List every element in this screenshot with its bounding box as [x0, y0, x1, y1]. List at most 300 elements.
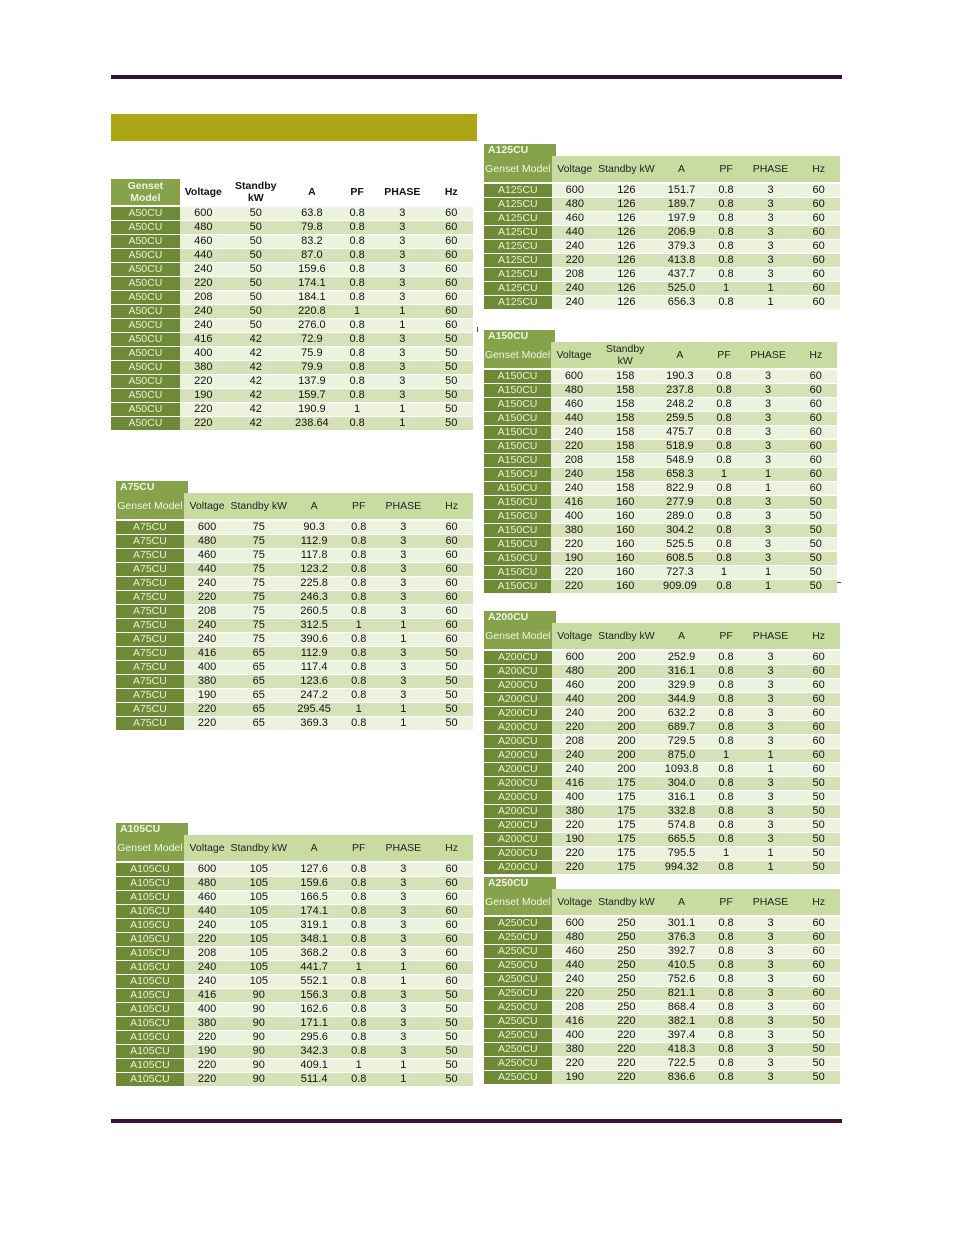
value-cell: 440: [552, 693, 598, 707]
value-cell: 200: [598, 693, 655, 707]
model-cell: A200CU: [484, 721, 552, 735]
value-cell: 50: [430, 1059, 473, 1073]
value-cell: 0.8: [708, 1029, 744, 1043]
value-cell: 0.8: [341, 563, 377, 577]
column-header: A: [655, 889, 708, 916]
column-header: A: [655, 156, 708, 183]
genset-table-a125cu: [484, 144, 840, 310]
value-cell: 171.1: [287, 1017, 341, 1031]
bottom-rule: [111, 1119, 842, 1123]
table-row: [484, 1043, 840, 1057]
value-cell: 0.8: [708, 296, 744, 310]
value-cell: 220: [184, 1059, 230, 1073]
value-cell: 0.8: [708, 650, 744, 665]
model-cell: A125CU: [484, 183, 552, 198]
value-cell: 0.8: [708, 1057, 744, 1071]
value-cell: 60: [797, 268, 840, 282]
value-cell: 1: [341, 619, 377, 633]
value-cell: 158: [597, 384, 653, 398]
value-cell: 127.6: [287, 862, 341, 877]
value-cell: 437.7: [655, 268, 708, 282]
column-header: Hz: [797, 623, 840, 650]
model-cell: A200CU: [484, 833, 552, 847]
value-cell: 63.8: [285, 206, 339, 221]
value-cell: 240: [184, 919, 230, 933]
value-cell: 440: [551, 412, 597, 426]
value-cell: 416: [180, 333, 227, 347]
column-header: Hz: [797, 156, 840, 183]
value-cell: 50: [795, 496, 837, 510]
column-header: Voltage: [184, 493, 230, 520]
value-cell: 60: [797, 296, 840, 310]
value-cell: 1: [377, 1073, 431, 1087]
value-cell: 190: [184, 1045, 230, 1059]
value-cell: 60: [430, 605, 473, 619]
table-row: [484, 945, 840, 959]
column-header: Voltage: [552, 156, 598, 183]
value-cell: 250: [598, 987, 655, 1001]
value-cell: 658.3: [653, 468, 706, 482]
value-cell: 369.3: [287, 717, 341, 731]
value-cell: 250: [598, 931, 655, 945]
model-cell: A105CU: [116, 862, 184, 877]
value-cell: 1: [377, 1059, 431, 1073]
table-row: [484, 1015, 840, 1029]
value-cell: 50: [795, 566, 837, 580]
value-cell: 0.8: [341, 549, 377, 563]
column-header: PF: [339, 179, 375, 206]
table-row: [116, 633, 473, 647]
value-cell: 3: [375, 235, 429, 249]
model-cell: A75CU: [116, 675, 184, 689]
value-cell: 3: [375, 333, 429, 347]
value-cell: 0.8: [341, 891, 377, 905]
table-row: [116, 591, 473, 605]
value-cell: 3: [744, 707, 797, 721]
value-cell: 50: [227, 263, 285, 277]
value-cell: 50: [430, 647, 473, 661]
table-row: [484, 426, 837, 440]
value-cell: 0.8: [341, 877, 377, 891]
value-cell: 440: [184, 905, 230, 919]
value-cell: 511.4: [287, 1073, 341, 1087]
value-cell: 220: [551, 538, 597, 552]
table-row: [484, 282, 840, 296]
table-row: [484, 987, 840, 1001]
model-cell: A75CU: [116, 591, 184, 605]
table-row: [484, 240, 840, 254]
value-cell: 304.2: [653, 524, 706, 538]
value-cell: 1: [744, 282, 797, 296]
value-cell: 220: [598, 1071, 655, 1085]
table-row: [484, 454, 837, 468]
value-cell: 3: [742, 412, 795, 426]
value-cell: 608.5: [653, 552, 706, 566]
value-cell: 600: [180, 206, 227, 221]
value-cell: 413.8: [655, 254, 708, 268]
value-cell: 3: [377, 919, 431, 933]
value-cell: 3: [744, 959, 797, 973]
value-cell: 50: [795, 538, 837, 552]
header-row: [116, 835, 473, 862]
column-header: Hz: [795, 342, 837, 369]
value-cell: 475.7: [653, 426, 706, 440]
value-cell: 240: [184, 961, 230, 975]
spec-table: [484, 156, 840, 310]
model-cell: A150CU: [484, 482, 551, 496]
value-cell: 416: [551, 496, 597, 510]
value-cell: 0.8: [339, 277, 375, 291]
column-header: A: [285, 179, 339, 206]
genset-table-a105cu: [116, 823, 473, 1087]
table-row: [484, 384, 837, 398]
table-row: [484, 1001, 840, 1015]
table-row: [111, 263, 473, 277]
value-cell: 400: [184, 1003, 230, 1017]
model-cell: A75CU: [116, 647, 184, 661]
value-cell: 0.8: [339, 263, 375, 277]
value-cell: 42: [227, 375, 285, 389]
column-header: Voltage: [551, 342, 597, 369]
value-cell: 126: [598, 240, 655, 254]
value-cell: 126: [598, 212, 655, 226]
model-cell: A200CU: [484, 665, 552, 679]
value-cell: 208: [552, 268, 598, 282]
model-cell: A50CU: [111, 319, 180, 333]
value-cell: 105: [230, 961, 287, 975]
value-cell: 392.7: [655, 945, 708, 959]
value-cell: 1: [377, 975, 431, 989]
value-cell: 250: [598, 959, 655, 973]
model-cell: A200CU: [484, 791, 552, 805]
value-cell: 316.1: [655, 665, 708, 679]
value-cell: 50: [430, 361, 474, 375]
value-cell: 380: [551, 524, 597, 538]
value-cell: 60: [430, 591, 473, 605]
value-cell: 3: [744, 240, 797, 254]
value-cell: 75: [230, 520, 287, 535]
value-cell: 480: [552, 665, 598, 679]
model-cell: A150CU: [484, 398, 551, 412]
value-cell: 60: [430, 619, 473, 633]
model-cell: A75CU: [116, 563, 184, 577]
value-cell: 60: [430, 862, 473, 877]
value-cell: 50: [430, 1031, 473, 1045]
value-cell: 50: [430, 703, 473, 717]
value-cell: 3: [744, 254, 797, 268]
genset-table-a50cu: [111, 179, 473, 431]
table-row: [484, 1071, 840, 1085]
table-row: [484, 763, 840, 777]
spec-table: [484, 342, 837, 594]
model-cell: A105CU: [116, 919, 184, 933]
value-cell: 3: [377, 1003, 431, 1017]
model-cell: A50CU: [111, 347, 180, 361]
table-row: [484, 833, 840, 847]
value-cell: 3: [377, 563, 431, 577]
value-cell: 416: [552, 1015, 598, 1029]
table-row: [116, 933, 473, 947]
value-cell: 60: [797, 721, 840, 735]
value-cell: 50: [430, 403, 474, 417]
model-cell: A200CU: [484, 861, 552, 875]
value-cell: 875.0: [655, 749, 708, 763]
value-cell: 50: [430, 333, 474, 347]
value-cell: 160: [597, 510, 653, 524]
value-cell: 75: [230, 577, 287, 591]
model-cell: A250CU: [484, 987, 552, 1001]
value-cell: 250: [598, 973, 655, 987]
value-cell: 60: [430, 975, 473, 989]
value-cell: 0.8: [341, 862, 377, 877]
value-cell: 3: [377, 647, 431, 661]
model-cell: A125CU: [484, 296, 552, 310]
value-cell: 75: [230, 563, 287, 577]
value-cell: 50: [227, 305, 285, 319]
value-cell: 3: [742, 510, 795, 524]
value-cell: 380: [184, 675, 230, 689]
table-row: [111, 417, 473, 431]
table-row: [116, 905, 473, 919]
header-row: [484, 889, 840, 916]
value-cell: 0.8: [339, 249, 375, 263]
value-cell: 240: [180, 263, 227, 277]
table-row: [484, 198, 840, 212]
table-row: [484, 693, 840, 707]
value-cell: 0.8: [339, 417, 375, 431]
value-cell: 60: [795, 482, 837, 496]
value-cell: 208: [184, 605, 230, 619]
value-cell: 220: [552, 819, 598, 833]
header-row: [111, 179, 473, 206]
value-cell: 380: [180, 361, 227, 375]
value-cell: 60: [430, 221, 474, 235]
table-row: [116, 675, 473, 689]
value-cell: 50: [430, 375, 474, 389]
model-cell: A150CU: [484, 538, 551, 552]
value-cell: 822.9: [653, 482, 706, 496]
table-row: [484, 973, 840, 987]
value-cell: 75: [230, 605, 287, 619]
value-cell: 60: [797, 959, 840, 973]
value-cell: 50: [430, 717, 473, 731]
value-cell: 137.9: [285, 375, 339, 389]
column-header: Genset Model: [484, 623, 552, 650]
table-row: [116, 947, 473, 961]
value-cell: 0.8: [341, 905, 377, 919]
value-cell: 158: [597, 426, 653, 440]
value-cell: 158: [597, 482, 653, 496]
value-cell: 79.9: [285, 361, 339, 375]
column-header: Genset Model: [111, 179, 180, 206]
value-cell: 50: [430, 1017, 473, 1031]
value-cell: 50: [430, 1073, 473, 1087]
table-title: A200CU: [484, 611, 556, 623]
column-header: Hz: [430, 835, 473, 862]
value-cell: 60: [797, 749, 840, 763]
value-cell: 160: [597, 566, 653, 580]
model-cell: A150CU: [484, 454, 551, 468]
value-cell: 60: [797, 1001, 840, 1015]
value-cell: 184.1: [285, 291, 339, 305]
value-cell: 158: [597, 468, 653, 482]
value-cell: 220: [184, 1073, 230, 1087]
value-cell: 240: [180, 319, 227, 333]
value-cell: 208: [184, 947, 230, 961]
value-cell: 259.5: [653, 412, 706, 426]
value-cell: 3: [744, 1001, 797, 1015]
column-header: Standby kW: [598, 156, 655, 183]
column-header: Standby kW: [598, 623, 655, 650]
value-cell: 0.8: [708, 183, 744, 198]
value-cell: 220: [598, 1057, 655, 1071]
model-cell: A250CU: [484, 959, 552, 973]
model-cell: A125CU: [484, 198, 552, 212]
genset-table-a200cu: [484, 611, 840, 875]
header-row: [484, 156, 840, 183]
value-cell: 75.9: [285, 347, 339, 361]
value-cell: 126: [598, 254, 655, 268]
value-cell: 65: [230, 647, 287, 661]
value-cell: 3: [375, 389, 429, 403]
value-cell: 0.8: [708, 1043, 744, 1057]
header-row: [484, 342, 837, 369]
value-cell: 0.8: [708, 226, 744, 240]
table-row: [484, 482, 837, 496]
value-cell: 600: [552, 650, 598, 665]
value-cell: 200: [598, 721, 655, 735]
table-row: [484, 819, 840, 833]
model-cell: A50CU: [111, 389, 180, 403]
value-cell: 3: [744, 721, 797, 735]
value-cell: 50: [797, 777, 840, 791]
value-cell: 3: [377, 877, 431, 891]
model-cell: A105CU: [116, 1073, 184, 1087]
value-cell: 50: [797, 1015, 840, 1029]
value-cell: 0.8: [341, 1073, 377, 1087]
value-cell: 3: [377, 535, 431, 549]
value-cell: 0.8: [341, 1045, 377, 1059]
value-cell: 220: [551, 566, 597, 580]
value-cell: 1: [377, 961, 431, 975]
value-cell: 240: [552, 749, 598, 763]
value-cell: 3: [377, 1017, 431, 1031]
model-cell: A105CU: [116, 1059, 184, 1073]
value-cell: 3: [375, 277, 429, 291]
model-cell: A200CU: [484, 749, 552, 763]
value-cell: 3: [744, 665, 797, 679]
value-cell: 0.8: [708, 931, 744, 945]
value-cell: 1: [744, 749, 797, 763]
value-cell: 0.8: [706, 454, 741, 468]
table-row: [484, 468, 837, 482]
value-cell: 3: [742, 369, 795, 384]
table-row: [484, 931, 840, 945]
value-cell: 3: [377, 689, 431, 703]
value-cell: 3: [377, 891, 431, 905]
model-cell: A150CU: [484, 566, 551, 580]
value-cell: 90: [230, 1003, 287, 1017]
model-cell: A105CU: [116, 891, 184, 905]
value-cell: 3: [744, 916, 797, 931]
value-cell: 3: [744, 973, 797, 987]
value-cell: 90.3: [287, 520, 341, 535]
value-cell: 0.8: [341, 947, 377, 961]
spec-table: [111, 179, 473, 431]
value-cell: 60: [430, 933, 473, 947]
table-row: [484, 398, 837, 412]
value-cell: 1: [341, 703, 377, 717]
model-cell: A50CU: [111, 206, 180, 221]
value-cell: 460: [552, 945, 598, 959]
value-cell: 0.8: [708, 959, 744, 973]
column-header: PHASE: [375, 179, 429, 206]
value-cell: 0.8: [708, 198, 744, 212]
value-cell: 0.8: [341, 535, 377, 549]
value-cell: 0.8: [341, 989, 377, 1003]
value-cell: 1: [377, 703, 431, 717]
value-cell: 480: [180, 221, 227, 235]
value-cell: 3: [744, 945, 797, 959]
value-cell: 1: [375, 417, 429, 431]
value-cell: 208: [180, 291, 227, 305]
value-cell: 0.8: [708, 735, 744, 749]
value-cell: 60: [430, 263, 474, 277]
value-cell: 0.8: [341, 1003, 377, 1017]
value-cell: 240: [552, 240, 598, 254]
value-cell: 175: [598, 777, 655, 791]
table-row: [484, 369, 837, 384]
value-cell: 1: [706, 468, 741, 482]
value-cell: 390.6: [287, 633, 341, 647]
table-row: [484, 510, 837, 524]
value-cell: 220: [552, 861, 598, 875]
table-row: [111, 403, 473, 417]
value-cell: 3: [377, 675, 431, 689]
value-cell: 380: [552, 805, 598, 819]
model-cell: A150CU: [484, 384, 551, 398]
value-cell: 60: [430, 577, 473, 591]
value-cell: 440: [184, 563, 230, 577]
value-cell: 277.9: [653, 496, 706, 510]
value-cell: 60: [795, 468, 837, 482]
column-header: Genset Model: [484, 342, 551, 369]
value-cell: 3: [744, 679, 797, 693]
value-cell: 175: [598, 847, 655, 861]
value-cell: 158: [597, 454, 653, 468]
value-cell: 312.5: [287, 619, 341, 633]
model-cell: A150CU: [484, 510, 551, 524]
value-cell: 60: [430, 905, 473, 919]
value-cell: 722.5: [655, 1057, 708, 1071]
value-cell: 126: [598, 226, 655, 240]
value-cell: 3: [375, 263, 429, 277]
value-cell: 1: [744, 763, 797, 777]
table-row: [111, 305, 473, 319]
value-cell: 0.8: [339, 347, 375, 361]
value-cell: 3: [744, 1015, 797, 1029]
value-cell: 0.8: [339, 319, 375, 333]
value-cell: 105: [230, 891, 287, 905]
table-row: [111, 375, 473, 389]
value-cell: 220: [552, 254, 598, 268]
value-cell: 123.2: [287, 563, 341, 577]
value-cell: 83.2: [285, 235, 339, 249]
value-cell: 42: [227, 333, 285, 347]
value-cell: 868.4: [655, 1001, 708, 1015]
model-cell: A250CU: [484, 1029, 552, 1043]
value-cell: 460: [184, 891, 230, 905]
